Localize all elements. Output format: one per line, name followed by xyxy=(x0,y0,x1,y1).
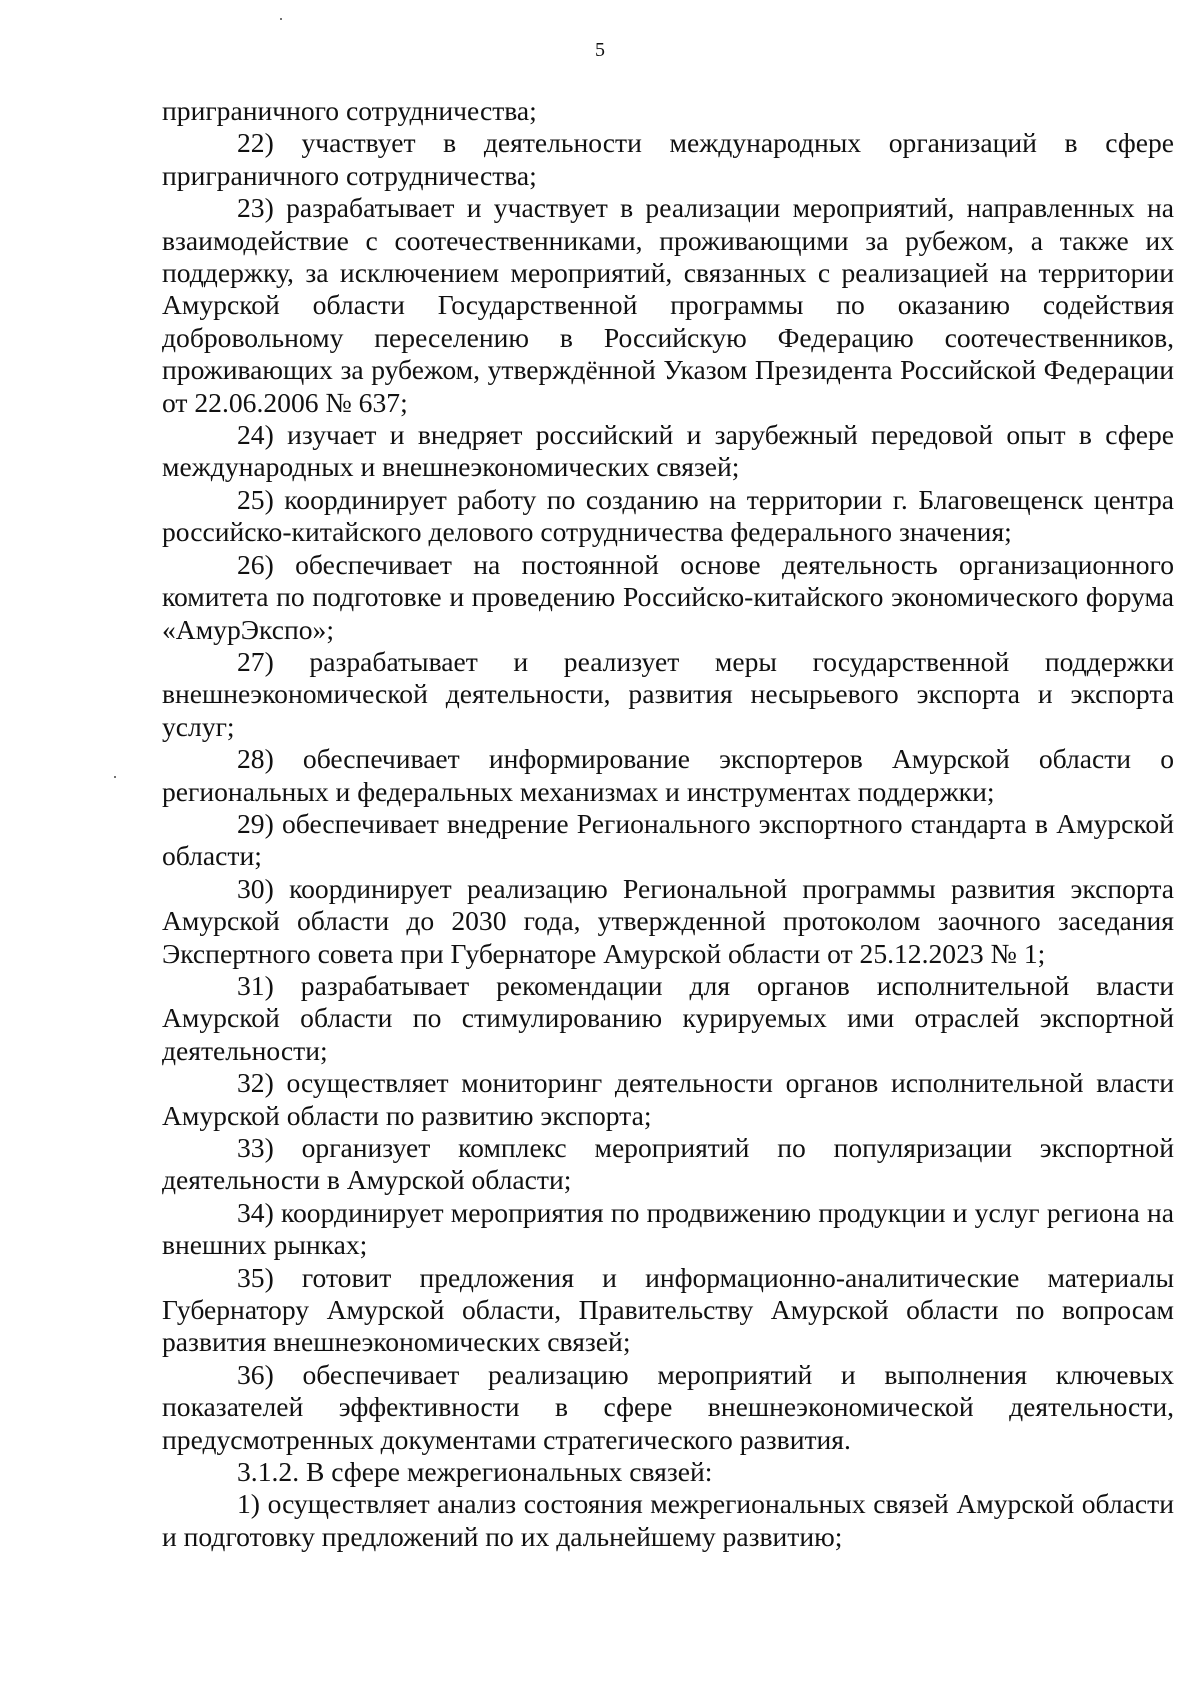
paragraph: 22) участвует в деятельности международных организаций в сфере приграничного сотрудничества; xyxy=(162,127,1174,191)
paragraph: 29) обеспечивает внедрение Регионального экспортного стандарта в Амурской области; xyxy=(162,807,1174,872)
paragraph: 32) осуществляет мониторинг деятельности органов исполнительной власти Амурской области по развитию экспорта; xyxy=(162,1067,1174,1131)
paragraph: 27) разрабатывает и реализует меры государственной поддержки внешнеэкономической деятельности, развития несырьевого экспорта и экспорта услуг; xyxy=(162,645,1174,742)
paragraph: 26) обеспечивает на постоянной основе деятельность организационного комитета по подготовке и проведению Российско-китайского экономического форума «АмурЭкспо»; xyxy=(162,548,1174,645)
paragraph: 30) координирует реализацию Региональной программы развития экспорта Амурской области до 2030 года, утвержденной протоколом заочного заседания Экспертного совета при Губернаторе Амурской области от 25.12.2023 № 1; xyxy=(162,872,1174,969)
scan-speck-left xyxy=(114,776,116,778)
paragraph: 23) разрабатывает и участвует в реализации мероприятий, направленных на взаимодействие с соотечественниками, проживающими за рубежом, а также их поддержку, за исключением мероприятий, связанных с реализацией на территории Амурской области Государственной программы по оказанию содействия добровольному переселению в Российскую Федерацию соотечественников, проживающих за рубежом, утверждённой Указом Президента Российской Федерации от 22.06.2006 № 637; xyxy=(162,192,1174,418)
paragraph: 28) обеспечивает информирование экспортеров Амурской области о региональных и федеральных механизмах и инструментах поддержки; xyxy=(162,743,1174,807)
paragraph: 1) осуществляет анализ состояния межрегиональных связей Амурской области и подготовку предложений по их дальнейшему развитию; xyxy=(162,1488,1174,1552)
paragraph: 31) разрабатывает рекомендации для органов исполнительной власти Амурской области по стимулированию курируемых ими отраслей экспортной деятельности; xyxy=(162,969,1174,1066)
paragraph: 35) готовит предложения и информационно-аналитические материалы Губернатору Амурской области, Правительству Амурской области по вопросам развития внешнеэкономических связей; xyxy=(162,1261,1174,1358)
paragraph: приграничного сотрудничества; xyxy=(162,95,537,126)
paragraph: 24) изучает и внедряет российский и зарубежный передовой опыт в сфере международных и внешнеэкономических связей; xyxy=(162,419,1174,483)
paragraph: 3.1.2. В сфере межрегиональных связей: xyxy=(237,1456,713,1488)
scan-speck-top xyxy=(280,18,282,20)
page-number: 5 xyxy=(595,39,605,61)
paragraph: 25) координирует работу по созданию на территории г. Благовещенск центра российско-китайского делового сотрудничества федерального значения; xyxy=(162,483,1174,548)
document-body xyxy=(162,95,1174,1553)
paragraph: 36) обеспечивает реализацию мероприятий и выполнения ключевых показателей эффективности в сфере внешнеэкономической деятельности, предусмотренных документами стратегического развития. xyxy=(162,1358,1174,1455)
paragraph: 34) координирует мероприятия по продвижению продукции и услуг региона на внешних рынках; xyxy=(162,1196,1174,1261)
paragraph: 33) организует комплекс мероприятий по популяризации экспортной деятельности в Амурской области; xyxy=(162,1132,1174,1196)
